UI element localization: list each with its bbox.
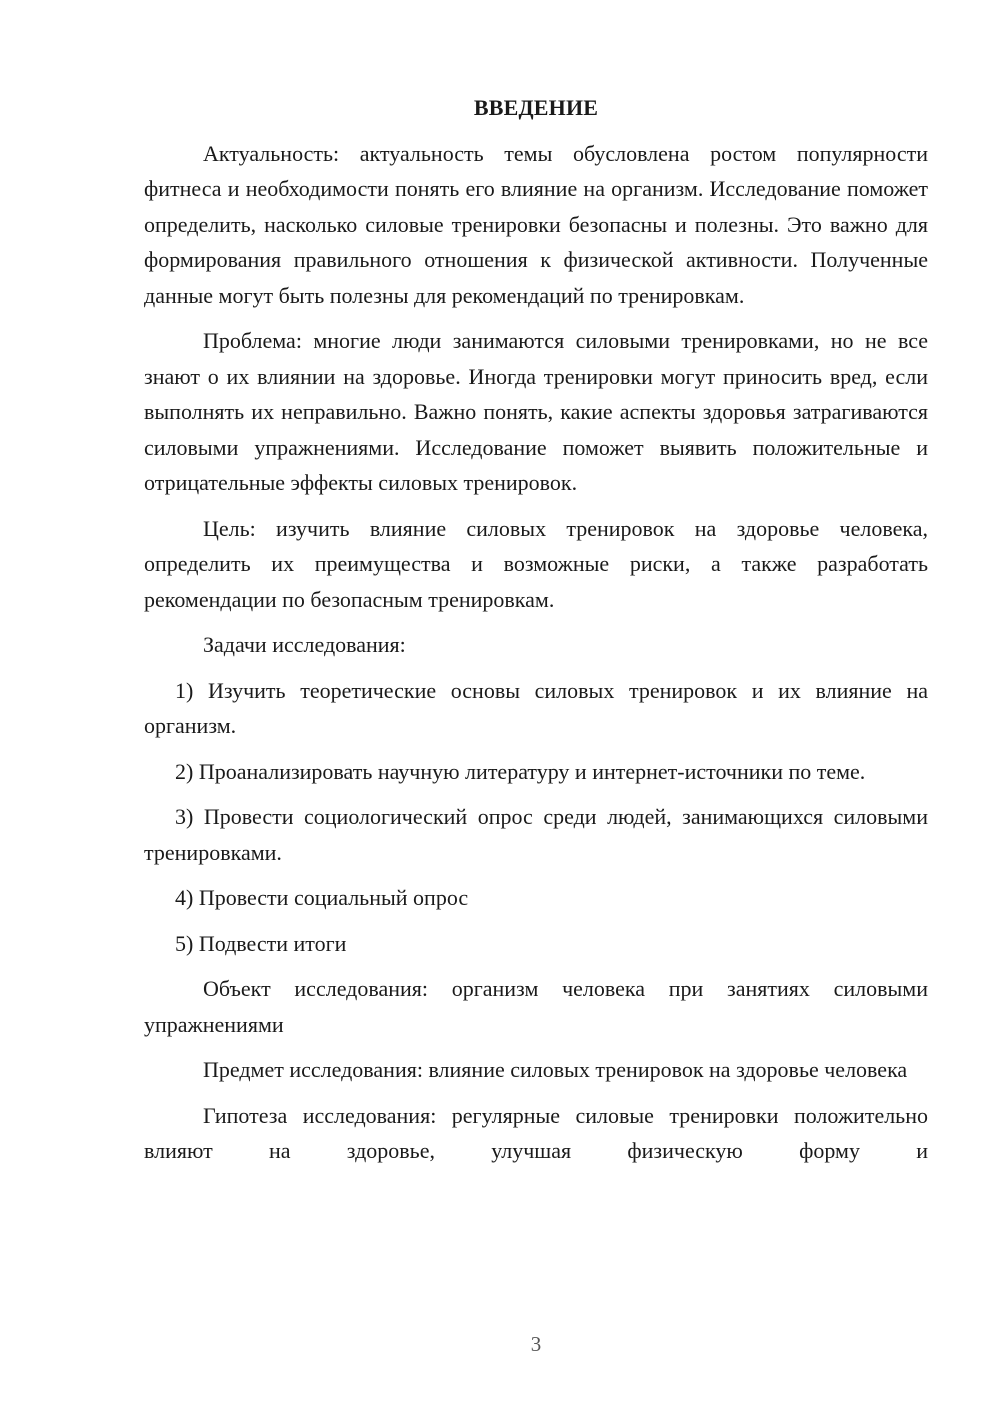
paragraph-hypothesis: Гипотеза исследования: регулярные силовые тренировки положительно влияют на здоровье, улучшая физическую форму и	[144, 1102, 928, 1163]
paragraph-relevance: Актуальность: актуальность темы обусловлена ростом популярности фитнеса и необходимости понять его влияние на организм. Исследование поможет определить, насколько силовые тренировки безопасны и полезны. Это важно для формирования правильного отношения к физической активности. Полученные данные могут быть полезны для рекомендаций по тренировкам.	[144, 140, 928, 308]
task-item-2: 2) Проанализировать научную литературу и интернет-источники по теме.	[175, 758, 866, 784]
task-item-1: 1) Изучить теоретические основы силовых тренировок и их влияние на организм.	[144, 677, 928, 738]
task-item-3: 3) Провести социологический опрос среди людей, занимающихся силовыми тренировками.	[144, 804, 928, 865]
paragraph-subject: Предмет исследования: влияние силовых тренировок на здоровье человека	[203, 1057, 908, 1082]
task-item-4: 4) Провести социальный опрос	[175, 885, 469, 910]
paragraph-tasks-heading: Задачи исследования:	[203, 632, 406, 657]
section-title: ВВЕДЕНИЕ	[473, 95, 599, 120]
paragraph-goal: Цель: изучить влияние силовых тренировок на здоровье человека, определить их преимущества и возможные риски, а также разработать рекомендации по безопасным тренировкам.	[144, 515, 928, 612]
document-page	[144, 90, 928, 1179]
paragraph-object: Объект исследования: организм человека при занятиях силовыми упражнениями	[144, 976, 928, 1037]
page-number: 3	[530, 1332, 542, 1356]
task-item-5: 5) Подвести итоги	[175, 930, 347, 956]
paragraph-problem: Проблема: многие люди занимаются силовыми тренировками, но не все знают о их влиянии на здоровье. Иногда тренировки могут приносить вред, если выполнять их неправильно. Важно понять, какие аспекты здоровья затрагиваются силовыми упражнениями. Исследование поможет выявить положительные и отрицательные эффекты силовых тренировок.	[144, 328, 928, 495]
